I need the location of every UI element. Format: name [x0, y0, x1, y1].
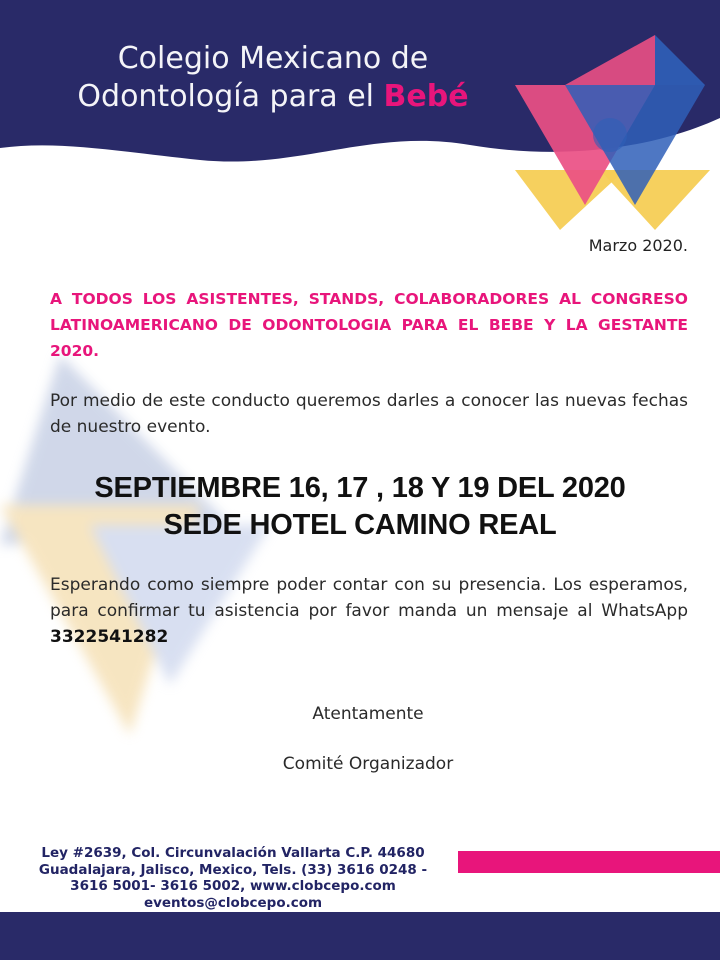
footer-band	[0, 912, 720, 960]
letter-intro: A TODOS LOS ASISTENTES, STANDS, COLABORADORES AL CONGRESO LATINOAMERICANO DE ODONTOLOGIA PARA EL BEBE Y LA GESTANTE 2020.	[50, 290, 688, 360]
footer-address-line4: eventos@clobcepo.com	[143, 894, 323, 911]
organization-title	[58, 40, 488, 116]
whatsapp-number: 3322541282	[50, 627, 169, 647]
letter-signature: Comité Organizador	[282, 754, 454, 774]
event-venue: SEDE HOTEL CAMINO REAL	[163, 509, 557, 541]
logo-yellow-triangle-2	[600, 170, 710, 230]
event-dates: SEPTIEMBRE 16, 17 , 18 Y 19 DEL 2020	[94, 472, 626, 504]
organization-title-line1: Colegio Mexicano de	[117, 41, 429, 76]
logo-blue-top-triangle	[655, 35, 705, 85]
letter-paragraph-2-text: Esperando como siempre poder contar con su presencia. Los esperamos, para confirmar tu asistencia por favor manda un mensaje al WhatsApp	[50, 575, 688, 621]
footer-accent-bar	[458, 851, 720, 873]
logo-center-circle	[593, 118, 627, 152]
letter-date: Marzo 2020.	[588, 236, 688, 255]
footer-address-line2: Guadalajara, Jalisco, Mexico, Tels. (33) 3616 0248 -	[38, 861, 428, 878]
footer-address	[18, 845, 448, 911]
footer-address-line1: Ley #2639, Col. Circunvalación Vallarta C.P. 44680	[41, 845, 425, 861]
organization-title-line2-prefix: Odontología para el	[77, 79, 384, 114]
letter-paragraph-1: Por medio de este conducto queremos darles a conocer las nuevas fechas de nuestro evento.	[50, 391, 688, 437]
star-logo-icon	[505, 30, 715, 230]
organization-title-line2	[58, 78, 488, 116]
letter-closing: Atentamente	[312, 704, 424, 724]
logo-pink-top-triangle	[565, 35, 655, 85]
organization-title-accent: Bebé	[383, 79, 469, 114]
footer-address-line3: 3616 5001- 3616 5002, www.clobcepo.com	[70, 878, 396, 894]
letter-paragraph-2	[50, 572, 688, 650]
